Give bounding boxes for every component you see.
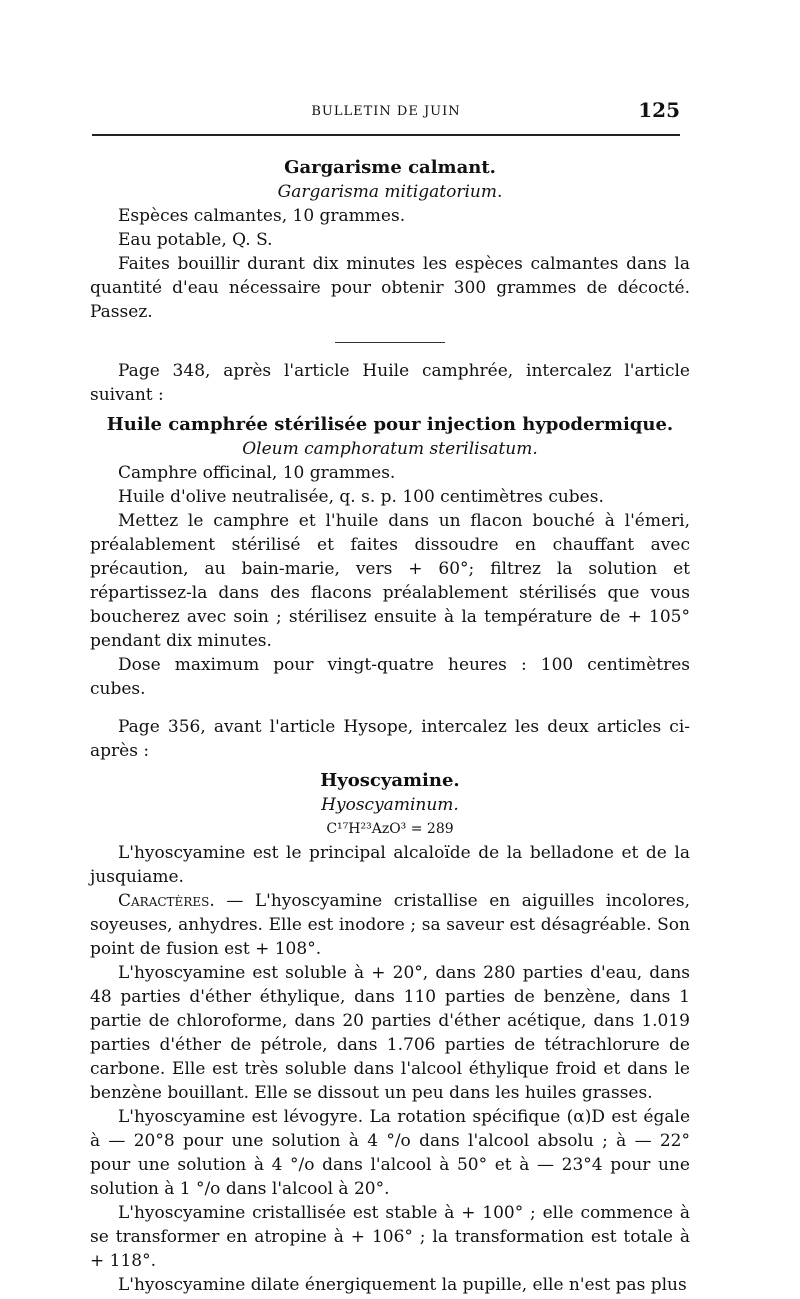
huile-line-2: Huile d'olive neutralisée, q. s. p. 100 centimètres cubes. bbox=[118, 487, 604, 507]
huile-intro: Page 348, après l'article Huile camphrée, intercalez l'article suivant : bbox=[90, 361, 690, 405]
hyoscyamine-paragraph-3: L'hyoscyamine est soluble à + 20°, dans 280 parties d'eau, dans 48 parties d'éther éthylique, dans 110 parties de benzène, dans 1 partie de chloroforme, dans 20 parties d'éther acétique, dans 1.019 parties d'éther de pétrole, dans 1.706 parties de tétrachlorure de carbone. Elle est très soluble dans l'alcool éthylique froid et dans le benzène bouillant. Elle se dissout un peu dans les huiles grasses. bbox=[90, 963, 690, 1103]
page-number: 125 bbox=[638, 98, 680, 122]
hyoscyamine-formula: C¹⁷H²³AzO³ = 289 bbox=[326, 821, 454, 837]
hyoscyamine-latin: Hyoscyaminum. bbox=[321, 795, 459, 815]
caracteres-text: — L'hyoscyamine cristallise en aiguilles incolores, soyeuses, anhydres. Elle est inodore ; sa saveur est désagréable. Son point de fusion est + 108°. bbox=[90, 891, 690, 959]
hyoscyamine-paragraph-5: L'hyoscyamine cristallisée est stable à + 100° ; elle commence à se transformer en atropine à + 106° ; la transformation est totale à + 118°. bbox=[90, 1203, 690, 1271]
hyoscyamine-paragraph-4: L'hyoscyamine est lévogyre. La rotation spécifique (α)D est égale à — 20°8 pour une solution à 4 °/o dans l'alcool absolu ; à — 22° pour une solution à 4 °/o dans l'alcool à 50° et à — 23°4 pour une solution à 1 °/o dans l'alcool à 20°. bbox=[90, 1107, 690, 1199]
hyoscyamine-paragraph-2 bbox=[90, 889, 690, 961]
section-divider bbox=[335, 342, 445, 343]
gargarisme-line-1: Espèces calmantes, 10 grammes. bbox=[118, 206, 406, 226]
caracteres-label: Caractères. bbox=[118, 891, 215, 911]
gargarisme-latin: Gargarisma mitigatorium. bbox=[277, 182, 503, 202]
gargarisme-title: Gargarisme calmant. bbox=[284, 157, 496, 178]
huile-instructions: Mettez le camphre et l'huile dans un flacon bouché à l'émeri, préalablement stérilisé et faites dissoudre en chauffant avec précaution, au bain-marie, vers + 60°; filtrez la solution et répartissez-la dans des flacons préalablement stérilisés que vous boucherez avec soin ; stérilisez ensuite à la température de + 105° pendant dix minutes. bbox=[90, 511, 690, 651]
hyoscyamine-title: Hyoscyamine. bbox=[320, 770, 460, 791]
hyoscyamine-intro: Page 356, avant l'article Hysope, intercalez les deux articles ci-après : bbox=[90, 717, 690, 761]
huile-line-1: Camphre officinal, 10 grammes. bbox=[118, 463, 396, 483]
hyoscyamine-paragraph-6: L'hyoscyamine dilate énergiquement la pupille, elle n'est pas plus bbox=[118, 1275, 687, 1295]
gargarisme-line-2: Eau potable, Q. S. bbox=[118, 230, 273, 250]
huile-latin: Oleum camphoratum sterilisatum. bbox=[242, 439, 538, 459]
huile-dose: Dose maximum pour vingt-quatre heures : 100 centimètres cubes. bbox=[90, 655, 690, 699]
huile-title: Huile camphrée stérilisée pour injection hypodermique. bbox=[106, 414, 674, 435]
hyoscyamine-paragraph-1: L'hyoscyamine est le principal alcaloïde de la belladone et de la jusquiame. bbox=[90, 843, 690, 887]
section-gap bbox=[90, 701, 690, 715]
gargarisme-instructions: Faites bouillir durant dix minutes les espèces calmantes dans la quantité d'eau nécessaire pour obtenir 300 grammes de décocté. Passez. bbox=[90, 254, 690, 322]
running-title: BULLETIN DE JUIN bbox=[311, 104, 461, 119]
page-header bbox=[92, 98, 680, 136]
page-body bbox=[90, 150, 690, 1297]
